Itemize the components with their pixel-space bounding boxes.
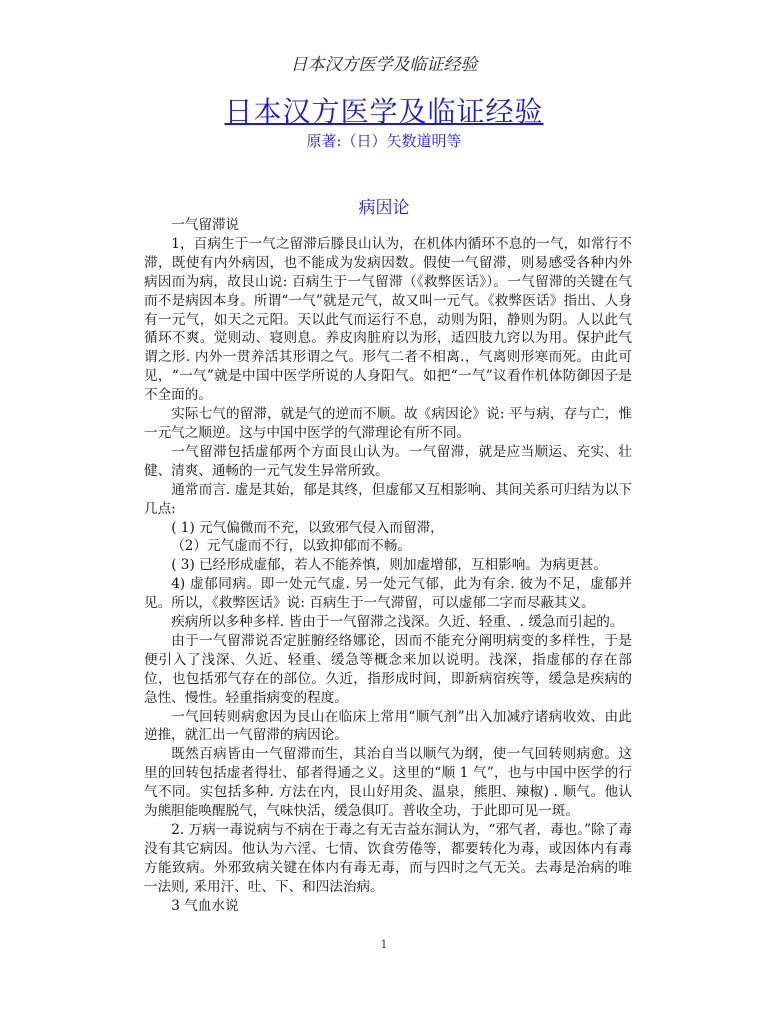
running-header: 日本汉方医学及临证经验 [290,55,478,75]
author-line: 原著:（日）矢数道明等 [306,132,462,150]
subheading-paragraph: 一气留滞说 [171,217,240,233]
paragraph: 由于一气留滞说否定脏腑经络娜论，因而不能充分阐明病变的多样性，于是便引入了浅深、久近、轻重、缓急等概念来加以说明。浅深，指虚郁的存在部位，也包括邪气存在的部位。久近，指形成时间，即新病宿疾等，缓急是疾病的急性、慢性。轻重指病变的程度。 [144,632,632,706]
section-title: 病因论 [358,198,410,218]
list-item: ( 3) 已经形成虚郁，若人不能养慎，则加虚增郁，互相影响。为病更甚。 [171,557,607,574]
list-item: （2）元气虚而不行，以致抑郁而不畅。 [171,538,411,555]
body-text [144,216,632,916]
document-title-link[interactable]: 日本汉方医学及临证经验 [224,95,544,128]
paragraph: 一气留滞包括虚郁两个方面艮山认为。一气留滞，就是应当顺运、充实、壮健、清爽、通畅的一元气发生异常所致。 [144,443,632,479]
list-item: 4) 虚郁同病。即一处元气虚. 另一处元气郁，此为有余. 彼为不足，虚郁并见。所以，《救弊医话》说: 百病生于一气滞留，可以虚郁二字而尽蔽其义。 [144,576,632,612]
paragraph: 一气回转则病愈因为艮山在临床上常用“顺气剂”出入加减疗诸病收效、由此逆推，就汇出一气留滞的病因论。 [144,708,632,744]
page-number: 1 [380,938,388,951]
subheading-paragraph: 3 气血水说 [171,897,239,914]
list-item: ( 1) 元气偏微而不充，以致邪气侵入而留滞， [171,519,444,536]
paragraph: 实际七气的留滞，就是气的逆而不顺。故《病因论》说: 平与病，存与亡，惟一元气之顺逆。这与中国中医学的气滞理论有所不同。 [144,406,632,441]
paragraph: 2. 万病一毒说病与不病在于毒之有无吉益东洞认为，“邪气者，毒也。”除了毒没有其它病因。他认为六淫、七情、饮食劳倦等，都要转化为毒，或因体内有毒方能致病。外邪致病关键在体内有毒无毒，而与四时之气无关。去毒是治病的唯一法则, 釆用汗、吐、下、和四法治病。 [144,822,632,895]
paragraph: 疾病所以多种多样. 皆由于一气留滞之浅深。久近、轻重、. 缓急而引起的。 [171,614,624,631]
paragraph: 既然百病皆由一气留滞而生，其治自当以顺气为纲，使一气回转则病愈。这里的回转包括虚者得壮、郁者得通之义。这里的“顺 1 气”，也与中国中医学的行气不同。实包括多种. 方法在内，艮山好用灸、温泉，熊胆、辣椒) . 顺气。他认为熊胆能唤醒脱气，气味快活，缓急俱叮。普收全功，于此即可见一斑。 [144,746,632,820]
paragraph: 1，百病生于一气之留滞后滕艮山认为，在机体内循环不息的一气，如常行不滞，既使有内外病因，也不能成为发病因数。假使一气留滞，则易感受各种内外病因而为病，故艮山说: 百病生于一气留滞（《救弊医话》）。一气留滞的关键在气而不是病因本身。所谓“一气”就是元气，故又叫一元气。《救弊医话》指出、人身有一元气，如天之元阳。天以此气而运行不息，动则为阳，静则为阴。人以此气循环不爽。觉则动、寝则息。养皮肉脏府以为形，适四肢九窍以为用。保护此气谓之形. 内外一贯养活其形谓之气。形气二者不相离.，气离则形寒而死。由此可见，“一气”就是中国中医学所说的人身阳气。如把“一气”议看作机体防御因子是不全面的。 [144,235,632,404]
paragraph: 通常而言. 虚是其始，郁是其终，但虚郁又互相影响、其间关系可归结为以下几点: [144,481,632,517]
